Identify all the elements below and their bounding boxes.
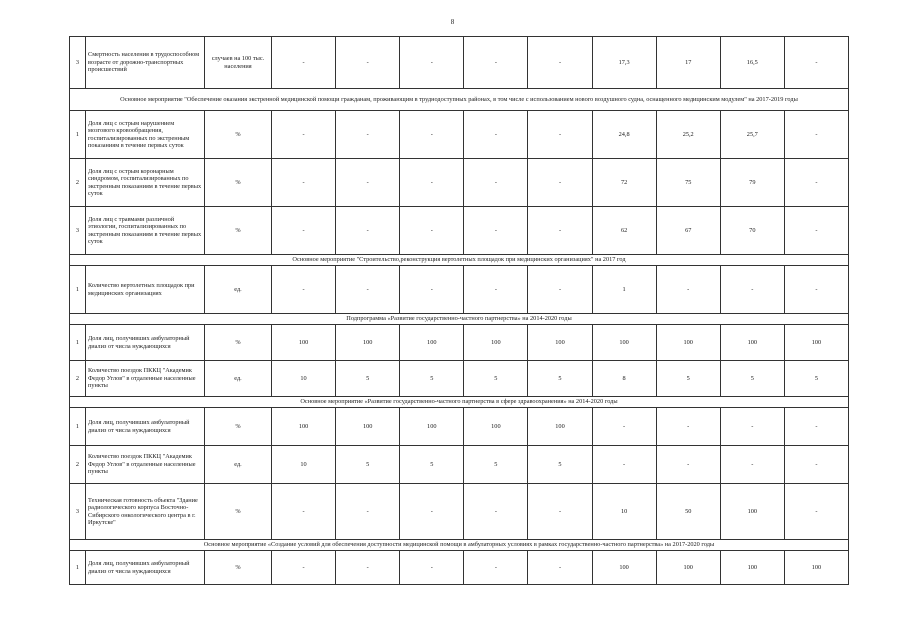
unit-of-measure: % [205,484,272,540]
table-row [70,207,849,255]
row-number: 3 [70,484,86,540]
indicator-name: Техническая готовность объекта "Здание радиологического корпуса Восточно-Сибирского онкологического центра в г. Иркутске" [86,484,205,540]
year-value: 100 [784,551,848,585]
year-value: 1 [592,266,656,314]
year-value: 10 [272,361,336,397]
year-value: - [272,37,336,89]
indicator-name: Доля лиц с травмами различной этиологии, госпитализированных по экстренным показаниям в течение первых суток [86,207,205,255]
year-value: - [464,207,528,255]
year-value: - [784,207,848,255]
year-value: - [400,37,464,89]
year-value: 72 [592,159,656,207]
indicators-table-body [70,37,849,585]
year-value: - [336,266,400,314]
year-value: 100 [336,325,400,361]
year-value: - [656,408,720,446]
row-number: 2 [70,446,86,484]
year-value: - [656,446,720,484]
table-row [70,37,849,89]
year-value: - [336,207,400,255]
year-value: 100 [656,551,720,585]
row-number: 1 [70,266,86,314]
year-value: - [656,266,720,314]
section-title: Основное мероприятие "Обеспечение оказания экстренной медицинской помощи гражданам, проживающим в труднодоступных районах, в том числе с использованием нового воздушного судна, оснащенного медицинским модулем" на 2017-2019 годы [70,89,849,111]
year-value: - [784,37,848,89]
year-value: - [400,207,464,255]
year-value: 17,3 [592,37,656,89]
year-value: 100 [464,325,528,361]
year-value: 10 [272,446,336,484]
year-value: - [720,408,784,446]
year-value: 24,8 [592,111,656,159]
year-value: 100 [272,408,336,446]
indicators-table [69,36,849,585]
year-value: - [784,446,848,484]
year-value: 5 [336,361,400,397]
year-value: - [400,159,464,207]
year-value: - [592,446,656,484]
year-value: 100 [528,408,592,446]
unit-of-measure: случаев на 100 тыс. населения [205,37,272,89]
year-value: - [464,551,528,585]
year-value: - [528,207,592,255]
year-value: 100 [656,325,720,361]
table-row [70,266,849,314]
year-value: 5 [464,446,528,484]
indicator-name: Доля лиц с острым нарушением мозгового кровообращения, госпитализированных по экстренным показаниям в течение первых суток [86,111,205,159]
year-value: 10 [592,484,656,540]
year-value: 100 [400,325,464,361]
unit-of-measure: % [205,111,272,159]
year-value: 100 [592,325,656,361]
section-header-row [70,314,849,325]
year-value: - [400,266,464,314]
year-value: 100 [784,325,848,361]
year-value: - [528,159,592,207]
unit-of-measure: ед. [205,361,272,397]
year-value: 67 [656,207,720,255]
year-value: 100 [720,484,784,540]
year-value: 70 [720,207,784,255]
indicator-name: Смертность населения в трудоспособном возрасте от дорожно-транспортных происшествий [86,37,205,89]
year-value: 62 [592,207,656,255]
section-title: Основное мероприятие «Развитие государственно-частного партнерства в сфере здравоохранения» на 2014-2020 годы [70,397,849,408]
section-title: Основное мероприятие «Создание условий для обеспечения доступности медицинской помощи в амбулаторных условиях в рамках государственно-частного партнерства» на 2017-2020 годы [70,540,849,551]
year-value: - [464,159,528,207]
year-value: - [528,37,592,89]
year-value: - [336,111,400,159]
row-number: 2 [70,361,86,397]
year-value: - [336,484,400,540]
year-value: - [272,111,336,159]
indicator-name: Количество вертолетных площадок при медицинских организациях [86,266,205,314]
indicator-name: Количество поездок ПККЦ "Академик Федор Углов" в отдаленные населенные пункты [86,446,205,484]
section-header-row [70,397,849,408]
year-value: - [528,484,592,540]
year-value: 8 [592,361,656,397]
year-value: - [528,111,592,159]
year-value: 100 [336,408,400,446]
year-value: 5 [784,361,848,397]
year-value: - [720,446,784,484]
table-row [70,111,849,159]
table-row [70,325,849,361]
section-header-row [70,540,849,551]
indicator-name: Количество поездок ПККЦ "Академик Федор Углов" в отдаленные населенные пункты [86,361,205,397]
year-value: - [464,266,528,314]
year-value: 5 [336,446,400,484]
indicator-name: Доля лиц, получивших амбулаторный диализ от числа нуждающихся [86,325,205,361]
year-value: 5 [528,361,592,397]
section-header-row [70,255,849,266]
year-value: - [464,37,528,89]
year-value: - [528,266,592,314]
year-value: 5 [464,361,528,397]
year-value: - [336,551,400,585]
year-value: - [464,484,528,540]
unit-of-measure: % [205,325,272,361]
row-number: 1 [70,551,86,585]
year-value: 100 [528,325,592,361]
unit-of-measure: % [205,408,272,446]
year-value: 25,7 [720,111,784,159]
year-value: 17 [656,37,720,89]
table-row [70,551,849,585]
row-number: 3 [70,207,86,255]
year-value: - [592,408,656,446]
unit-of-measure: % [205,551,272,585]
table-row [70,408,849,446]
year-value: - [400,111,464,159]
table-row [70,446,849,484]
year-value: - [272,207,336,255]
section-header-row [70,89,849,111]
year-value: 100 [720,325,784,361]
year-value: - [336,159,400,207]
indicator-name: Доля лиц, получивших амбулаторный диализ от числа нуждающихся [86,408,205,446]
unit-of-measure: ед. [205,446,272,484]
year-value: - [784,159,848,207]
section-title: Подпрограмма «Развитие государственно-частного партнерства» на 2014-2020 годы [70,314,849,325]
row-number: 1 [70,325,86,361]
indicator-name: Доля лиц, получивших амбулаторный диализ от числа нуждающихся [86,551,205,585]
year-value: 100 [272,325,336,361]
year-value: 25,2 [656,111,720,159]
year-value: 16,5 [720,37,784,89]
year-value: - [336,37,400,89]
year-value: - [464,111,528,159]
unit-of-measure: % [205,159,272,207]
year-value: 100 [400,408,464,446]
year-value: 79 [720,159,784,207]
year-value: 5 [528,446,592,484]
table-row [70,484,849,540]
year-value: - [784,484,848,540]
table-row [70,159,849,207]
year-value: - [784,111,848,159]
year-value: - [720,266,784,314]
year-value: 100 [720,551,784,585]
indicator-name: Доля лиц с острым коронарным синдромом, госпитализированных по экстренным показаниям в течение первых суток [86,159,205,207]
year-value: 5 [656,361,720,397]
row-number: 1 [70,111,86,159]
year-value: 5 [400,361,464,397]
year-value: - [400,484,464,540]
year-value: - [784,408,848,446]
year-value: 50 [656,484,720,540]
table-row [70,361,849,397]
year-value: 100 [592,551,656,585]
year-value: 100 [464,408,528,446]
year-value: - [784,266,848,314]
year-value: - [272,551,336,585]
section-title: Основное мероприятие "Строительство,реконструкция вертолетных площадок при медицинских организациях" на 2017 год [70,255,849,266]
year-value: 75 [656,159,720,207]
year-value: - [272,266,336,314]
year-value: 5 [400,446,464,484]
unit-of-measure: ед. [205,266,272,314]
year-value: - [272,159,336,207]
unit-of-measure: % [205,207,272,255]
row-number: 1 [70,408,86,446]
row-number: 2 [70,159,86,207]
page-number: 8 [450,18,455,26]
year-value: - [272,484,336,540]
year-value: 5 [720,361,784,397]
year-value: - [528,551,592,585]
year-value: - [400,551,464,585]
row-number: 3 [70,37,86,89]
